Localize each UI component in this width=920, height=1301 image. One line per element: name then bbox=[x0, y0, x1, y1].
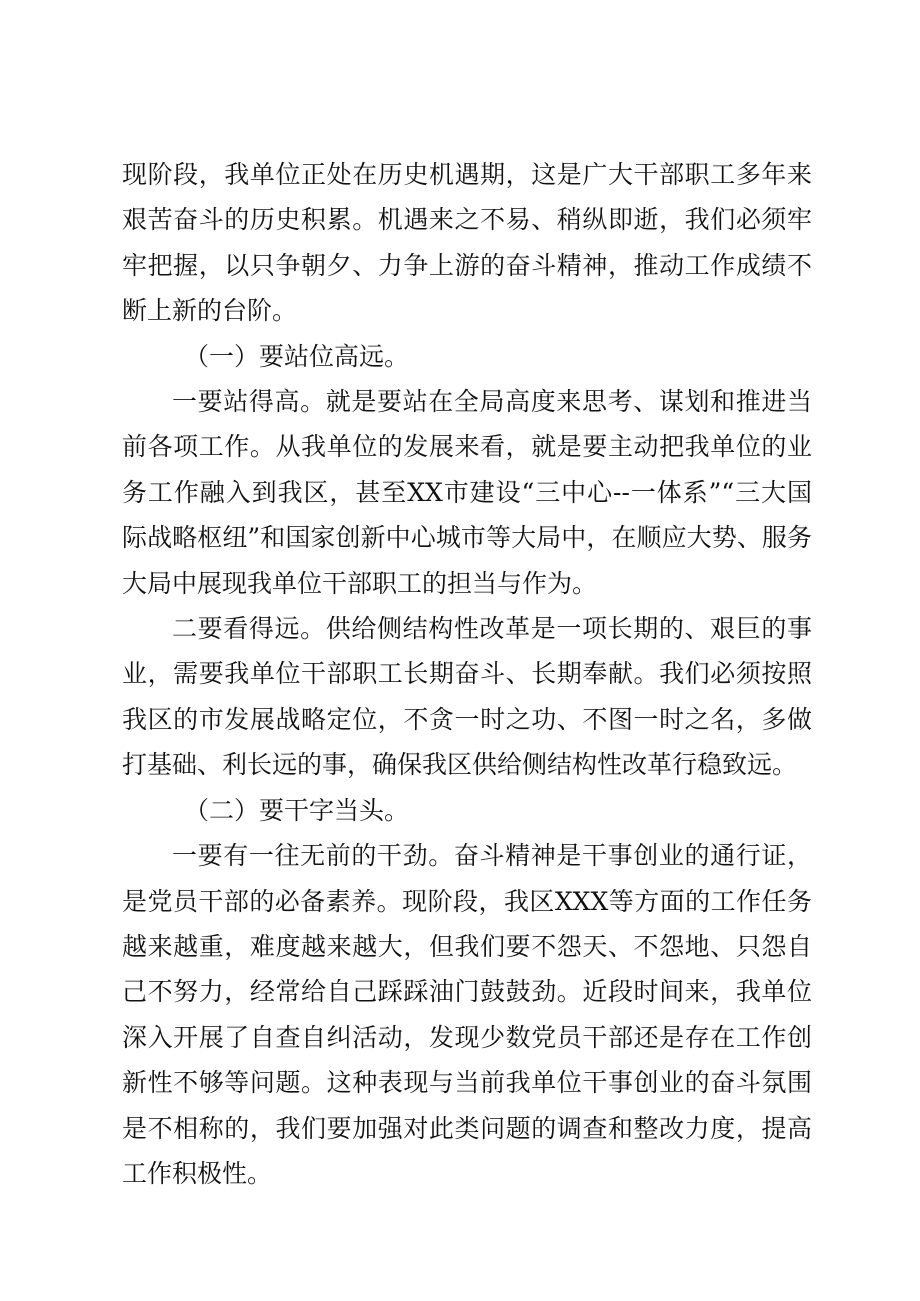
document-body bbox=[122, 152, 812, 1196]
paragraph-drive: 一要有一往无前的干劲。奋斗精神是干事创业的通行证，是党员干部的必备素养。现阶段，我区XXX等方面的工作任务越来越重，难度越来越大，但我们要不怨天、不怨地、只怨自己不努力，经常给自己踩踩油门鼓鼓劲。近段时间来，我单位深入开展了自查自纠活动，发现少数党员干部还是存在工作创新性不够等问题。这种表现与当前我单位干事创业的奋斗氛围是不相称的，我们要加强对此类问题的调查和整改力度，提高工作积极性。 bbox=[122, 841, 812, 1188]
section-heading-2: （二）要干字当头。 bbox=[184, 795, 410, 825]
paragraph-see-far: 二要看得远。供给侧结构性改革是一项长期的、艰巨的事业，需要我单位干部职工长期奋斗、长期奉献。我们必须按照我区的市发展战略定位，不贪一时之功、不图一时之名，多做打基础、利长远的事，确保我区供给侧结构性改革行稳致远。 bbox=[122, 614, 812, 780]
section-heading-1: （一）要站位高远。 bbox=[184, 341, 410, 371]
paragraph-stand-high: 一要站得高。就是要站在全局高度来思考、谋划和推进当前各项工作。从我单位的发展来看，就是要主动把我单位的业务工作融入到我区，甚至XX市建设“三中心--一体系”“三大国际战略枢纽”和国家创新中心城市等大局中，在顺应大势、服务大局中展现我单位干部职工的担当与作为。 bbox=[122, 387, 812, 598]
paragraph-intro: 现阶段，我单位正处在历史机遇期，这是广大干部职工多年来艰苦奋斗的历史积累。机遇来之不易、稍纵即逝，我们必须牢牢把握，以只争朝夕、力争上游的奋斗精神，推动工作成绩不断上新的台阶。 bbox=[122, 160, 812, 326]
